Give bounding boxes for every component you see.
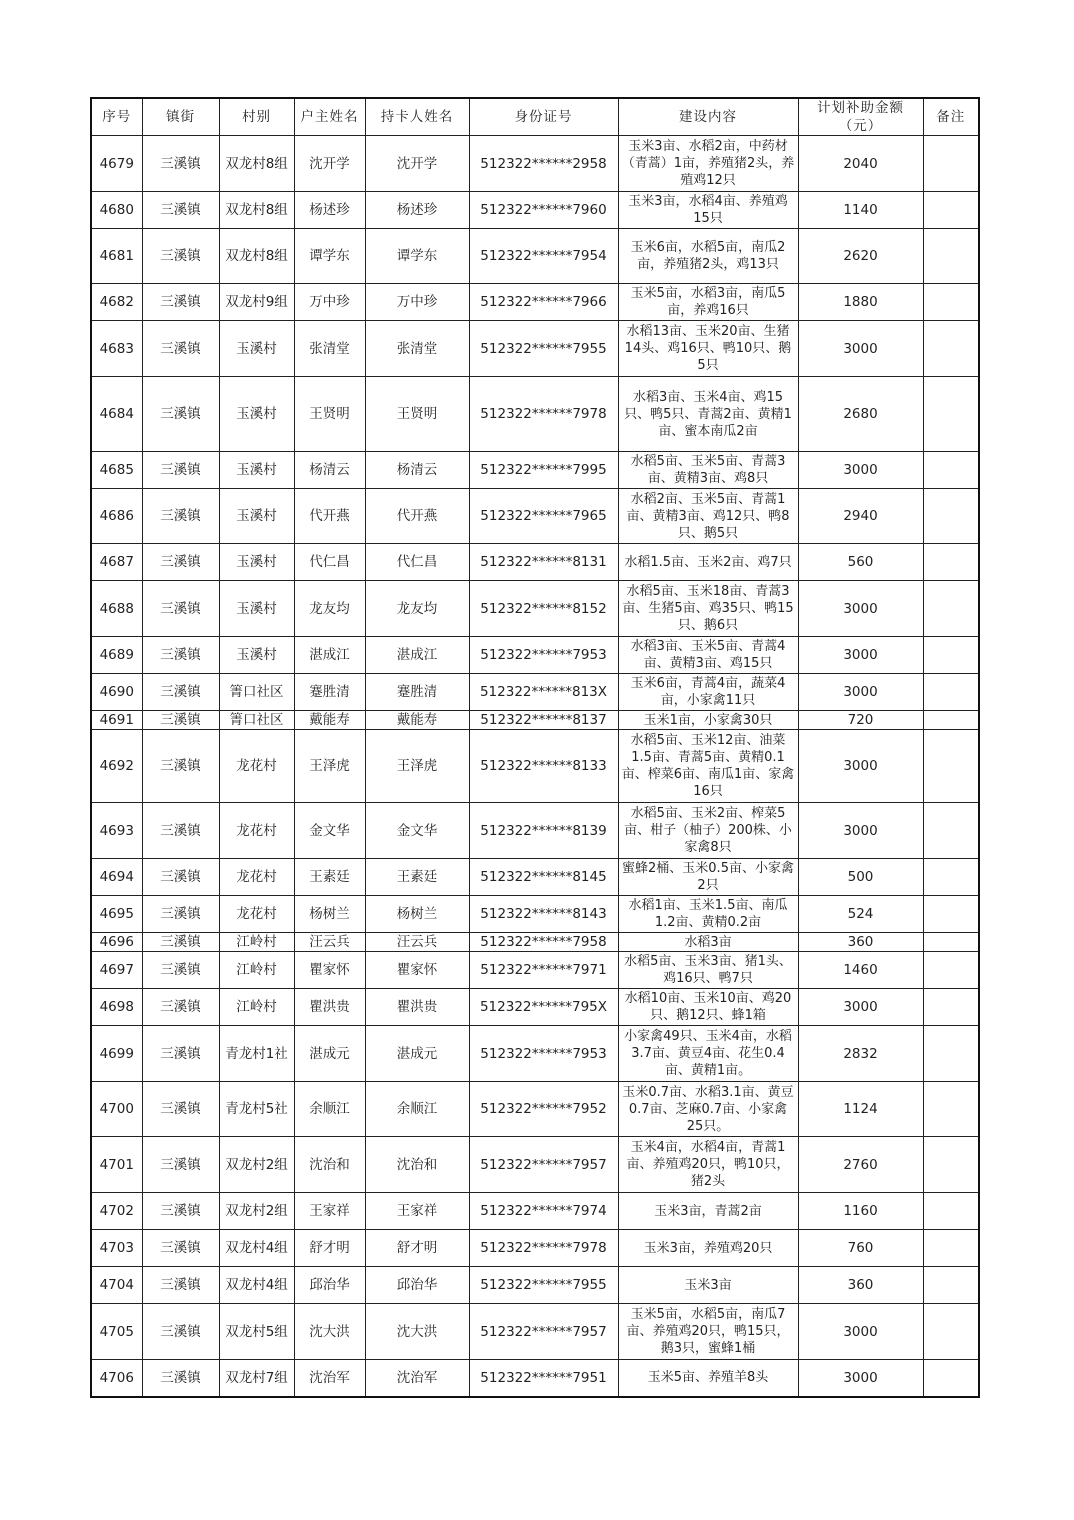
table-row	[91, 1267, 979, 1304]
cell-town: 三溪镇	[142, 896, 219, 933]
cell-householder-name: 舒才明	[294, 1230, 365, 1267]
cell-construction-content: 水稻1亩、玉米1.5亩、南瓜1.2亩、黄精0.2亩	[618, 896, 798, 933]
cell-town: 三溪镇	[142, 952, 219, 989]
cell-subsidy-amount: 3000	[798, 1360, 923, 1397]
cell-construction-content: 水稻10亩、玉米10亩、鸡20只、鹅12只、蜂1箱	[618, 989, 798, 1026]
cell-id-number: 512322******8131	[469, 544, 618, 581]
cell-town: 三溪镇	[142, 1304, 219, 1360]
cell-remarks	[923, 1026, 979, 1082]
cell-serial-number: 4694	[91, 859, 142, 896]
cell-householder-name: 代仁昌	[294, 544, 365, 581]
cell-householder-name: 谭学东	[294, 229, 365, 284]
cell-cardholder-name: 蹇胜清	[365, 674, 469, 711]
cell-village: 龙花村	[219, 803, 294, 859]
header-town: 镇街	[142, 98, 219, 136]
table-row	[91, 1360, 979, 1397]
cell-serial-number: 4695	[91, 896, 142, 933]
cell-id-number: 512322******8137	[469, 711, 618, 730]
cell-householder-name: 邱治华	[294, 1267, 365, 1304]
table-row	[91, 377, 979, 452]
cell-subsidy-amount: 3000	[798, 674, 923, 711]
cell-serial-number: 4705	[91, 1304, 142, 1360]
cell-cardholder-name: 邱治华	[365, 1267, 469, 1304]
cell-village: 双龙村2组	[219, 1137, 294, 1193]
cell-construction-content: 水稻2亩、玉米5亩、青蒿1亩、黄精3亩、鸡12只、鸭8只、鹅5只	[618, 489, 798, 544]
cell-construction-content: 水稻5亩、玉米12亩、油菜1.5亩、青蒿5亩、黄精0.1亩、榨菜6亩、南瓜1亩、家禽16只	[618, 730, 798, 803]
cell-village: 江岭村	[219, 989, 294, 1026]
table-row	[91, 136, 979, 192]
cell-village: 青龙村1社	[219, 1026, 294, 1082]
header-village: 村别	[219, 98, 294, 136]
cell-village: 龙花村	[219, 859, 294, 896]
table-row	[91, 896, 979, 933]
cell-subsidy-amount: 760	[798, 1230, 923, 1267]
cell-id-number: 512322******7952	[469, 1082, 618, 1137]
cell-subsidy-amount: 1140	[798, 192, 923, 229]
cell-village: 龙花村	[219, 730, 294, 803]
cell-remarks	[923, 544, 979, 581]
cell-householder-name: 瞿家怀	[294, 952, 365, 989]
cell-remarks	[923, 1360, 979, 1397]
cell-cardholder-name: 代开燕	[365, 489, 469, 544]
cell-serial-number: 4686	[91, 489, 142, 544]
cell-town: 三溪镇	[142, 933, 219, 952]
cell-village: 双龙村9组	[219, 284, 294, 321]
cell-id-number: 512322******7978	[469, 1230, 618, 1267]
cell-serial-number: 4704	[91, 1267, 142, 1304]
cell-remarks	[923, 1230, 979, 1267]
cell-town: 三溪镇	[142, 674, 219, 711]
cell-cardholder-name: 张清堂	[365, 321, 469, 377]
cell-subsidy-amount: 2940	[798, 489, 923, 544]
table-row	[91, 711, 979, 730]
cell-town: 三溪镇	[142, 581, 219, 637]
cell-construction-content: 水稻13亩、玉米20亩、生猪14头、鸡16只、鸭10只、鹅5只	[618, 321, 798, 377]
cell-village: 双龙村4组	[219, 1230, 294, 1267]
cell-village: 玉溪村	[219, 581, 294, 637]
table-row	[91, 452, 979, 489]
table-row	[91, 1230, 979, 1267]
cell-town: 三溪镇	[142, 284, 219, 321]
cell-remarks	[923, 730, 979, 803]
cell-remarks	[923, 952, 979, 989]
cell-subsidy-amount: 360	[798, 1267, 923, 1304]
cell-serial-number: 4693	[91, 803, 142, 859]
cell-id-number: 512322******7966	[469, 284, 618, 321]
cell-serial-number: 4690	[91, 674, 142, 711]
cell-remarks	[923, 321, 979, 377]
cell-cardholder-name: 舒才明	[365, 1230, 469, 1267]
cell-cardholder-name: 杨树兰	[365, 896, 469, 933]
cell-construction-content: 玉米6亩，水稻5亩，南瓜2亩，养殖猪2头，鸡13只	[618, 229, 798, 284]
cell-householder-name: 沈开学	[294, 136, 365, 192]
cell-town: 三溪镇	[142, 229, 219, 284]
cell-town: 三溪镇	[142, 489, 219, 544]
cell-cardholder-name: 沈治军	[365, 1360, 469, 1397]
cell-remarks	[923, 1137, 979, 1193]
table-row	[91, 1304, 979, 1360]
cell-construction-content: 水稻5亩、玉米5亩、青蒿3亩、黄精3亩、鸡8只	[618, 452, 798, 489]
cell-remarks	[923, 674, 979, 711]
cell-householder-name: 汪云兵	[294, 933, 365, 952]
cell-serial-number: 4680	[91, 192, 142, 229]
cell-householder-name: 代开燕	[294, 489, 365, 544]
cell-village: 玉溪村	[219, 321, 294, 377]
cell-subsidy-amount: 560	[798, 544, 923, 581]
cell-town: 三溪镇	[142, 1230, 219, 1267]
header-cardholder-name: 持卡人姓名	[365, 98, 469, 136]
cell-cardholder-name: 沈开学	[365, 136, 469, 192]
cell-cardholder-name: 代仁昌	[365, 544, 469, 581]
cell-village: 玉溪村	[219, 489, 294, 544]
cell-remarks	[923, 284, 979, 321]
cell-remarks	[923, 859, 979, 896]
cell-subsidy-amount: 3000	[798, 581, 923, 637]
cell-construction-content: 玉米5亩，水稻5亩，南瓜7亩、养殖鸡20只，鸭15只，鹅3只，蜜蜂1桶	[618, 1304, 798, 1360]
cell-serial-number: 4702	[91, 1193, 142, 1230]
cell-cardholder-name: 沈大洪	[365, 1304, 469, 1360]
cell-householder-name: 王家祥	[294, 1193, 365, 1230]
cell-village: 双龙村7组	[219, 1360, 294, 1397]
cell-subsidy-amount: 1160	[798, 1193, 923, 1230]
cell-town: 三溪镇	[142, 989, 219, 1026]
cell-householder-name: 湛成元	[294, 1026, 365, 1082]
cell-construction-content: 玉米3亩、水稻2亩，中药材（青蒿）1亩，养殖猪2头，养殖鸡12只	[618, 136, 798, 192]
cell-construction-content: 水稻3亩、玉米5亩、青蒿4亩、黄精3亩、鸡15只	[618, 637, 798, 674]
cell-id-number: 512322******7957	[469, 1137, 618, 1193]
cell-village: 玉溪村	[219, 544, 294, 581]
cell-construction-content: 水稻5亩、玉米18亩、青蒿3亩、生猪5亩、鸡35只、鸭15只、鹅6只	[618, 581, 798, 637]
table-row	[91, 637, 979, 674]
cell-subsidy-amount: 2760	[798, 1137, 923, 1193]
cell-cardholder-name: 王家祥	[365, 1193, 469, 1230]
cell-remarks	[923, 229, 979, 284]
cell-id-number: 512322******8145	[469, 859, 618, 896]
table-row	[91, 933, 979, 952]
cell-householder-name: 蹇胜清	[294, 674, 365, 711]
table-row	[91, 952, 979, 989]
cell-id-number: 512322******813X	[469, 674, 618, 711]
cell-town: 三溪镇	[142, 637, 219, 674]
cell-subsidy-amount: 2680	[798, 377, 923, 452]
table-row	[91, 321, 979, 377]
cell-town: 三溪镇	[142, 1267, 219, 1304]
cell-construction-content: 水稻3亩	[618, 933, 798, 952]
cell-householder-name: 王贤明	[294, 377, 365, 452]
cell-id-number: 512322******7965	[469, 489, 618, 544]
cell-town: 三溪镇	[142, 192, 219, 229]
cell-serial-number: 4697	[91, 952, 142, 989]
cell-subsidy-amount: 3000	[798, 321, 923, 377]
table-row	[91, 1082, 979, 1137]
cell-town: 三溪镇	[142, 711, 219, 730]
cell-id-number: 512322******7974	[469, 1193, 618, 1230]
cell-town: 三溪镇	[142, 136, 219, 192]
cell-householder-name: 沈治和	[294, 1137, 365, 1193]
table-row	[91, 859, 979, 896]
cell-serial-number: 4681	[91, 229, 142, 284]
cell-id-number: 512322******8139	[469, 803, 618, 859]
cell-householder-name: 杨述珍	[294, 192, 365, 229]
cell-cardholder-name: 杨述珍	[365, 192, 469, 229]
cell-construction-content: 水稻5亩、玉米3亩、猪1头、鸡16只、鸭7只	[618, 952, 798, 989]
cell-remarks	[923, 711, 979, 730]
cell-householder-name: 王泽虎	[294, 730, 365, 803]
cell-village: 江岭村	[219, 933, 294, 952]
header-construction-content: 建设内容	[618, 98, 798, 136]
cell-cardholder-name: 万中珍	[365, 284, 469, 321]
cell-id-number: 512322******8143	[469, 896, 618, 933]
table-row	[91, 581, 979, 637]
subsidy-table	[90, 97, 980, 1398]
cell-householder-name: 沈大洪	[294, 1304, 365, 1360]
cell-construction-content: 玉米6亩，青蒿4亩，蔬菜4亩，小家禽11只	[618, 674, 798, 711]
cell-cardholder-name: 王素廷	[365, 859, 469, 896]
cell-serial-number: 4679	[91, 136, 142, 192]
cell-serial-number: 4699	[91, 1026, 142, 1082]
cell-serial-number: 4701	[91, 1137, 142, 1193]
cell-subsidy-amount: 3000	[798, 1304, 923, 1360]
cell-subsidy-amount: 3000	[798, 730, 923, 803]
cell-town: 三溪镇	[142, 321, 219, 377]
cell-construction-content: 水稻3亩、玉米4亩、鸡15只、鸭5只、青蒿2亩、黄精1亩、蜜本南瓜2亩	[618, 377, 798, 452]
cell-householder-name: 龙友均	[294, 581, 365, 637]
header-householder-name: 户主姓名	[294, 98, 365, 136]
cell-cardholder-name: 沈治和	[365, 1137, 469, 1193]
table-row	[91, 730, 979, 803]
cell-subsidy-amount: 720	[798, 711, 923, 730]
cell-town: 三溪镇	[142, 1360, 219, 1397]
table-row	[91, 544, 979, 581]
cell-cardholder-name: 湛成元	[365, 1026, 469, 1082]
cell-village: 双龙村2组	[219, 1193, 294, 1230]
cell-remarks	[923, 933, 979, 952]
cell-cardholder-name: 瞿洪贵	[365, 989, 469, 1026]
cell-serial-number: 4696	[91, 933, 142, 952]
cell-householder-name: 王素廷	[294, 859, 365, 896]
table-row	[91, 192, 979, 229]
header-subsidy-amount: 计划补助金额（元）	[798, 98, 923, 136]
cell-cardholder-name: 戴能寿	[365, 711, 469, 730]
cell-id-number: 512322******2958	[469, 136, 618, 192]
cell-remarks	[923, 1082, 979, 1137]
cell-subsidy-amount: 1124	[798, 1082, 923, 1137]
table-row	[91, 1137, 979, 1193]
cell-village: 双龙村5组	[219, 1304, 294, 1360]
cell-construction-content: 蜜蜂2桶、玉米0.5亩、小家禽2只	[618, 859, 798, 896]
cell-construction-content: 水稻5亩、玉米2亩、榨菜5亩、柑子（柚子）200株、小家禽8只	[618, 803, 798, 859]
cell-id-number: 512322******7953	[469, 637, 618, 674]
cell-householder-name: 杨清云	[294, 452, 365, 489]
cell-id-number: 512322******7953	[469, 1026, 618, 1082]
cell-construction-content: 玉米3亩，水稻4亩、养殖鸡15只	[618, 192, 798, 229]
cell-village: 玉溪村	[219, 452, 294, 489]
cell-remarks	[923, 581, 979, 637]
header-remarks: 备注	[923, 98, 979, 136]
cell-village: 箐口社区	[219, 674, 294, 711]
cell-cardholder-name: 王贤明	[365, 377, 469, 452]
table-row	[91, 803, 979, 859]
cell-subsidy-amount: 524	[798, 896, 923, 933]
cell-subsidy-amount: 1880	[798, 284, 923, 321]
cell-construction-content: 玉米3亩，青蒿2亩	[618, 1193, 798, 1230]
cell-serial-number: 4684	[91, 377, 142, 452]
cell-id-number: 512322******7957	[469, 1304, 618, 1360]
cell-householder-name: 湛成江	[294, 637, 365, 674]
cell-town: 三溪镇	[142, 452, 219, 489]
cell-householder-name: 金文华	[294, 803, 365, 859]
cell-village: 双龙村8组	[219, 192, 294, 229]
cell-town: 三溪镇	[142, 730, 219, 803]
cell-serial-number: 4692	[91, 730, 142, 803]
table-row	[91, 229, 979, 284]
cell-construction-content: 玉米5亩，水稻3亩，南瓜5亩，养鸡16只	[618, 284, 798, 321]
cell-id-number: 512322******7951	[469, 1360, 618, 1397]
cell-construction-content: 小家禽49只、玉米4亩，水稻3.7亩、黄豆4亩、花生0.4亩、黄精1亩。	[618, 1026, 798, 1082]
cell-remarks	[923, 192, 979, 229]
cell-householder-name: 戴能寿	[294, 711, 365, 730]
cell-construction-content: 水稻1.5亩、玉米2亩、鸡7只	[618, 544, 798, 581]
cell-construction-content: 玉米3亩	[618, 1267, 798, 1304]
header-id-number: 身份证号	[469, 98, 618, 136]
header-serial-number: 序号	[91, 98, 142, 136]
cell-remarks	[923, 896, 979, 933]
cell-cardholder-name: 金文华	[365, 803, 469, 859]
cell-town: 三溪镇	[142, 803, 219, 859]
cell-serial-number: 4687	[91, 544, 142, 581]
table-body	[91, 136, 979, 1397]
cell-id-number: 512322******795X	[469, 989, 618, 1026]
cell-serial-number: 4688	[91, 581, 142, 637]
cell-serial-number: 4683	[91, 321, 142, 377]
cell-remarks	[923, 637, 979, 674]
cell-subsidy-amount: 3000	[798, 637, 923, 674]
cell-serial-number: 4689	[91, 637, 142, 674]
cell-subsidy-amount: 3000	[798, 803, 923, 859]
cell-remarks	[923, 452, 979, 489]
cell-subsidy-amount: 3000	[798, 452, 923, 489]
cell-householder-name: 瞿洪贵	[294, 989, 365, 1026]
cell-town: 三溪镇	[142, 1082, 219, 1137]
cell-cardholder-name: 龙友均	[365, 581, 469, 637]
cell-village: 玉溪村	[219, 377, 294, 452]
table-header-row	[91, 98, 979, 136]
cell-householder-name: 余顺江	[294, 1082, 365, 1137]
cell-remarks	[923, 803, 979, 859]
cell-cardholder-name: 余顺江	[365, 1082, 469, 1137]
cell-serial-number: 4706	[91, 1360, 142, 1397]
cell-id-number: 512322******7955	[469, 1267, 618, 1304]
table-row	[91, 284, 979, 321]
cell-construction-content: 玉米5亩、养殖羊8头	[618, 1360, 798, 1397]
cell-remarks	[923, 1267, 979, 1304]
cell-village: 双龙村4组	[219, 1267, 294, 1304]
cell-serial-number: 4685	[91, 452, 142, 489]
cell-cardholder-name: 湛成江	[365, 637, 469, 674]
cell-subsidy-amount: 500	[798, 859, 923, 896]
cell-construction-content: 玉米0.7亩、水稻3.1亩、黄豆0.7亩、芝麻0.7亩、小家禽25只。	[618, 1082, 798, 1137]
table-row	[91, 1193, 979, 1230]
cell-village: 箐口社区	[219, 711, 294, 730]
cell-id-number: 512322******7971	[469, 952, 618, 989]
cell-id-number: 512322******7960	[469, 192, 618, 229]
cell-village: 龙花村	[219, 896, 294, 933]
table-row	[91, 1026, 979, 1082]
cell-remarks	[923, 989, 979, 1026]
cell-serial-number: 4698	[91, 989, 142, 1026]
cell-id-number: 512322******8152	[469, 581, 618, 637]
cell-remarks	[923, 136, 979, 192]
cell-serial-number: 4682	[91, 284, 142, 321]
cell-id-number: 512322******7995	[469, 452, 618, 489]
cell-construction-content: 玉米1亩，小家禽30只	[618, 711, 798, 730]
cell-town: 三溪镇	[142, 1026, 219, 1082]
cell-id-number: 512322******7958	[469, 933, 618, 952]
cell-construction-content: 玉米4亩，水稻4亩，青蒿1亩、养殖鸡20只，鸭10只，猪2头	[618, 1137, 798, 1193]
cell-construction-content: 玉米3亩，养殖鸡20只	[618, 1230, 798, 1267]
cell-serial-number: 4700	[91, 1082, 142, 1137]
cell-id-number: 512322******7955	[469, 321, 618, 377]
cell-remarks	[923, 377, 979, 452]
cell-town: 三溪镇	[142, 1137, 219, 1193]
table-row	[91, 489, 979, 544]
cell-householder-name: 万中珍	[294, 284, 365, 321]
cell-serial-number: 4703	[91, 1230, 142, 1267]
table-row	[91, 989, 979, 1026]
cell-village: 青龙村5社	[219, 1082, 294, 1137]
cell-cardholder-name: 杨清云	[365, 452, 469, 489]
cell-householder-name: 张清堂	[294, 321, 365, 377]
cell-remarks	[923, 1193, 979, 1230]
table-row	[91, 674, 979, 711]
cell-subsidy-amount: 3000	[798, 989, 923, 1026]
cell-cardholder-name: 谭学东	[365, 229, 469, 284]
cell-householder-name: 杨树兰	[294, 896, 365, 933]
cell-subsidy-amount: 1460	[798, 952, 923, 989]
cell-town: 三溪镇	[142, 859, 219, 896]
cell-remarks	[923, 489, 979, 544]
cell-village: 江岭村	[219, 952, 294, 989]
cell-subsidy-amount: 360	[798, 933, 923, 952]
cell-id-number: 512322******8133	[469, 730, 618, 803]
cell-village: 双龙村8组	[219, 136, 294, 192]
cell-cardholder-name: 瞿家怀	[365, 952, 469, 989]
cell-town: 三溪镇	[142, 377, 219, 452]
cell-subsidy-amount: 2040	[798, 136, 923, 192]
cell-village: 玉溪村	[219, 637, 294, 674]
cell-cardholder-name: 王泽虎	[365, 730, 469, 803]
cell-householder-name: 沈治军	[294, 1360, 365, 1397]
cell-village: 双龙村8组	[219, 229, 294, 284]
cell-remarks	[923, 1304, 979, 1360]
cell-subsidy-amount: 2832	[798, 1026, 923, 1082]
cell-town: 三溪镇	[142, 544, 219, 581]
cell-id-number: 512322******7978	[469, 377, 618, 452]
cell-cardholder-name: 汪云兵	[365, 933, 469, 952]
cell-serial-number: 4691	[91, 711, 142, 730]
cell-id-number: 512322******7954	[469, 229, 618, 284]
cell-subsidy-amount: 2620	[798, 229, 923, 284]
cell-town: 三溪镇	[142, 1193, 219, 1230]
